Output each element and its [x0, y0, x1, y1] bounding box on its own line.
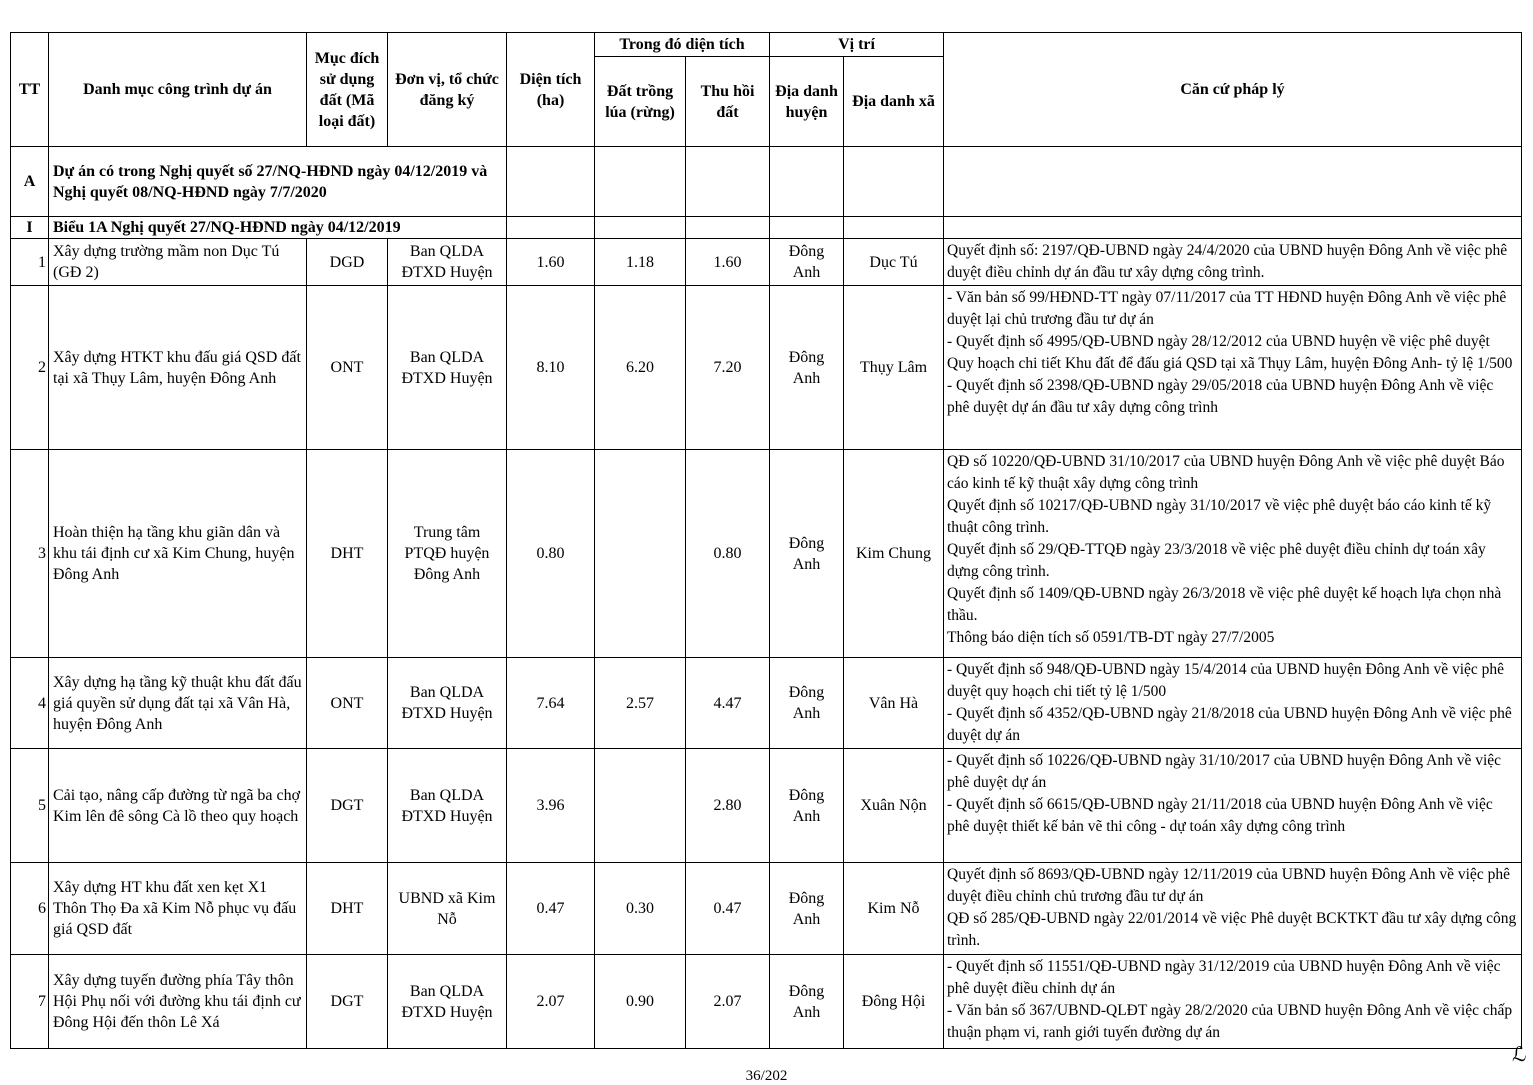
row-recover-area: 1.60	[686, 239, 770, 286]
row-tt: 3	[11, 450, 49, 658]
row-purpose: DHT	[307, 863, 388, 955]
table-row	[11, 450, 1522, 658]
row-commune: Kim Nỗ	[844, 863, 944, 955]
row-commune: Kim Chung	[844, 450, 944, 658]
row-tt: 4	[11, 658, 49, 749]
header-area: Diện tích (ha)	[507, 33, 595, 147]
row-area: 8.10	[507, 286, 595, 450]
row-commune: Dục Tú	[844, 239, 944, 286]
row-legal-basis	[944, 955, 1522, 1049]
row-area: 2.07	[507, 955, 595, 1049]
table-row	[11, 863, 1522, 955]
legal-line: - Văn bản số 99/HĐND-TT ngày 07/11/2017 của TT HĐND huyện Đông Anh về việc phê duyệt lại chủ trương đầu tư dự án	[947, 289, 1507, 328]
page-number: 36/202	[745, 1068, 788, 1084]
row-rice-area	[595, 749, 686, 863]
header-purpose: Mục đích sử dụng đất (Mã loại đất)	[307, 33, 388, 147]
row-unit: Ban QLDA ĐTXD Huyện	[388, 749, 507, 863]
row-rice-area	[595, 450, 686, 658]
row-project-name: Xây dựng trường mầm non Dục Tú (GĐ 2)	[49, 239, 307, 286]
row-purpose: ONT	[307, 286, 388, 450]
legal-line: - Quyết định số 10226/QĐ-UBND ngày 31/10/2017 của UBND huyện Đông Anh về việc phê duyệt dự án	[947, 752, 1502, 791]
row-tt: 1	[11, 239, 49, 286]
row-legal-basis	[944, 286, 1522, 450]
row-purpose: DGD	[307, 239, 388, 286]
row-recover-area: 0.47	[686, 863, 770, 955]
row-project-name: Xây dựng hạ tầng kỹ thuật khu đất đấu giá quyền sử dụng đất tại xã Vân Hà, huyện Đông Anh	[49, 658, 307, 749]
legal-line: - Quyết định số 4352/QĐ-UBND ngày 21/8/2018 của UBND huyện Đông Anh về việc phê duyệt dự án	[947, 705, 1512, 744]
row-tt: 6	[11, 863, 49, 955]
row-district: Đông Anh	[770, 863, 844, 955]
row-legal-basis	[944, 658, 1522, 749]
section-row-i	[11, 217, 1522, 239]
section-a-title: Dự án có trong Nghị quyết số 27/NQ-HĐND ngày 04/12/2019 và Nghị quyết 08/NQ-HĐND ngày 7/7/2020	[49, 147, 507, 217]
legal-line: Quyết định số 1409/QĐ-UBND ngày 26/3/2018 về việc phê duyệt kế hoạch lựa chọn nhà thầu.	[947, 585, 1502, 624]
row-area: 1.60	[507, 239, 595, 286]
row-rice-area: 1.18	[595, 239, 686, 286]
row-unit: Ban QLDA ĐTXD Huyện	[388, 658, 507, 749]
table-row	[11, 955, 1522, 1049]
header-legal: Căn cứ pháp lý	[944, 33, 1522, 147]
legal-line: Quyết định số 29/QĐ-TTQĐ ngày 23/3/2018 về việc phê duyệt điều chỉnh dự toán xây dựng công trình.	[947, 541, 1486, 580]
handwritten-mark: ℒ	[1512, 1044, 1527, 1066]
project-table	[10, 32, 1522, 1049]
row-project-name: Hoàn thiện hạ tầng khu giãn dân và khu tái định cư xã Kim Chung, huyện Đông Anh	[49, 450, 307, 658]
row-purpose: ONT	[307, 658, 388, 749]
row-district: Đông Anh	[770, 749, 844, 863]
row-district: Đông Anh	[770, 450, 844, 658]
row-unit: Trung tâm PTQĐ huyện Đông Anh	[388, 450, 507, 658]
section-i-code: I	[11, 217, 49, 239]
row-rice-area: 0.90	[595, 955, 686, 1049]
row-recover-area: 4.47	[686, 658, 770, 749]
row-legal-basis	[944, 239, 1522, 286]
legal-line: - Quyết định số 2398/QĐ-UBND ngày 29/05/2018 của UBND huyện Đông Anh về việc phê duyệt dự án đầu tư xây dựng công trình	[947, 377, 1494, 416]
section-i-title: Biểu 1A Nghị quyết 27/NQ-HĐND ngày 04/12/2019	[49, 217, 507, 239]
row-rice-area: 0.30	[595, 863, 686, 955]
row-tt: 2	[11, 286, 49, 450]
legal-line: Quyết định số 10217/QĐ-UBND ngày 31/10/2017 về việc phê duyệt báo cáo kinh tế kỹ thuật công trình.	[947, 497, 1492, 536]
row-purpose: DHT	[307, 450, 388, 658]
row-project-name: Xây dựng tuyến đường phía Tây thôn Hội Phụ nối với đường khu tái định cư Đông Hội đến thôn Lê Xá	[49, 955, 307, 1049]
header-district: Địa danh huyện	[770, 57, 844, 147]
header-location: Vị trí	[770, 33, 944, 57]
row-legal-basis	[944, 450, 1522, 658]
section-a-code: A	[11, 147, 49, 217]
legal-line: QĐ số 285/QĐ-UBND ngày 22/01/2014 về việc Phê duyệt BCKTKT đầu tư xây dựng công trình.	[947, 910, 1517, 949]
header-unit: Đơn vị, tổ chức đăng ký	[388, 33, 507, 147]
row-legal-basis	[944, 749, 1522, 863]
header-tt: TT	[11, 33, 49, 147]
row-area: 0.47	[507, 863, 595, 955]
header-project: Danh mục công trình dự án	[49, 33, 307, 147]
legal-line: - Quyết định số 11551/QĐ-UBND ngày 31/12/2019 của UBND huyện Đông Anh về việc phê duyệt điều chỉnh dự án	[947, 958, 1501, 997]
row-district: Đông Anh	[770, 286, 844, 450]
row-district: Đông Anh	[770, 955, 844, 1049]
header-recover: Thu hồi đất	[686, 57, 770, 147]
row-district: Đông Anh	[770, 658, 844, 749]
legal-line: - Quyết định số 4995/QĐ-UBND ngày 28/12/2012 của UBND huyện về việc phê duyệt Quy hoạch chi tiết Khu đất để đấu giá QSD tại xã Thụy Lâm, huyện Đông Anh- tỷ lệ 1/500	[947, 333, 1513, 372]
row-commune: Thụy Lâm	[844, 286, 944, 450]
row-unit: Ban QLDA ĐTXD Huyện	[388, 286, 507, 450]
legal-line: - Quyết định số 6615/QĐ-UBND ngày 21/11/2018 của UBND huyện Đông Anh về việc phê duyệt thiết kế bản vẽ thi công - dự toán xây dựng công trình	[947, 796, 1493, 835]
legal-line: Quyết định số 8693/QĐ-UBND ngày 12/11/2019 của UBND huyện Đông Anh về việc phê duyệt điều chỉnh chủ trương đầu tư dự án	[947, 866, 1510, 905]
row-project-name: Cải tạo, nâng cấp đường từ ngã ba chợ Kim lên đê sông Cà lồ theo quy hoạch	[49, 749, 307, 863]
table-row	[11, 286, 1522, 450]
row-area: 3.96	[507, 749, 595, 863]
row-purpose: DGT	[307, 955, 388, 1049]
row-unit: Ban QLDA ĐTXD Huyện	[388, 955, 507, 1049]
table-row	[11, 239, 1522, 286]
row-commune: Xuân Nộn	[844, 749, 944, 863]
header-of-which: Trong đó diện tích	[595, 33, 770, 57]
row-project-name: Xây dựng HTKT khu đấu giá QSD đất tại xã Thụy Lâm, huyện Đông Anh	[49, 286, 307, 450]
row-project-name: Xây dựng HT khu đất xen kẹt X1 Thôn Thọ Đa xã Kim Nỗ phục vụ đấu giá QSD đất	[49, 863, 307, 955]
legal-line: Thông báo diện tích số 0591/TB-DT ngày 27/7/2005	[947, 629, 1275, 646]
row-legal-basis	[944, 863, 1522, 955]
header-rice: Đất trồng lúa (rừng)	[595, 57, 686, 147]
row-commune: Vân Hà	[844, 658, 944, 749]
row-tt: 5	[11, 749, 49, 863]
row-recover-area: 2.07	[686, 955, 770, 1049]
table-row	[11, 749, 1522, 863]
row-rice-area: 2.57	[595, 658, 686, 749]
row-purpose: DGT	[307, 749, 388, 863]
header-commune: Địa danh xã	[844, 57, 944, 147]
row-commune: Đông Hội	[844, 955, 944, 1049]
row-unit: Ban QLDA ĐTXD Huyện	[388, 239, 507, 286]
section-row-a	[11, 147, 1522, 217]
row-recover-area: 7.20	[686, 286, 770, 450]
legal-line: QĐ số 10220/QĐ-UBND 31/10/2017 của UBND huyện Đông Anh về việc phê duyệt Báo cáo kinh tế kỹ thuật xây dựng công trình	[947, 453, 1505, 492]
legal-line: - Quyết định số 948/QĐ-UBND ngày 15/4/2014 của UBND huyện Đông Anh về việc phê duyệt quy hoạch chi tiết tỷ lệ 1/500	[947, 661, 1505, 700]
table-row	[11, 658, 1522, 749]
row-unit: UBND xã Kim Nỗ	[388, 863, 507, 955]
row-tt: 7	[11, 955, 49, 1049]
row-area: 7.64	[507, 658, 595, 749]
row-recover-area: 2.80	[686, 749, 770, 863]
row-recover-area: 0.80	[686, 450, 770, 658]
row-rice-area: 6.20	[595, 286, 686, 450]
legal-line: Quyết định số: 2197/QĐ-UBND ngày 24/4/2020 của UBND huyện Đông Anh về việc phê duyệt điều chỉnh dự án đầu tư xây dựng công trình.	[947, 242, 1508, 281]
legal-line: - Văn bản số 367/UBND-QLĐT ngày 28/2/2020 của UBND huyện Đông Anh về việc chấp thuận phạm vi, ranh giới tuyến đường dự án	[947, 1002, 1513, 1041]
row-area: 0.80	[507, 450, 595, 658]
row-district: Đông Anh	[770, 239, 844, 286]
